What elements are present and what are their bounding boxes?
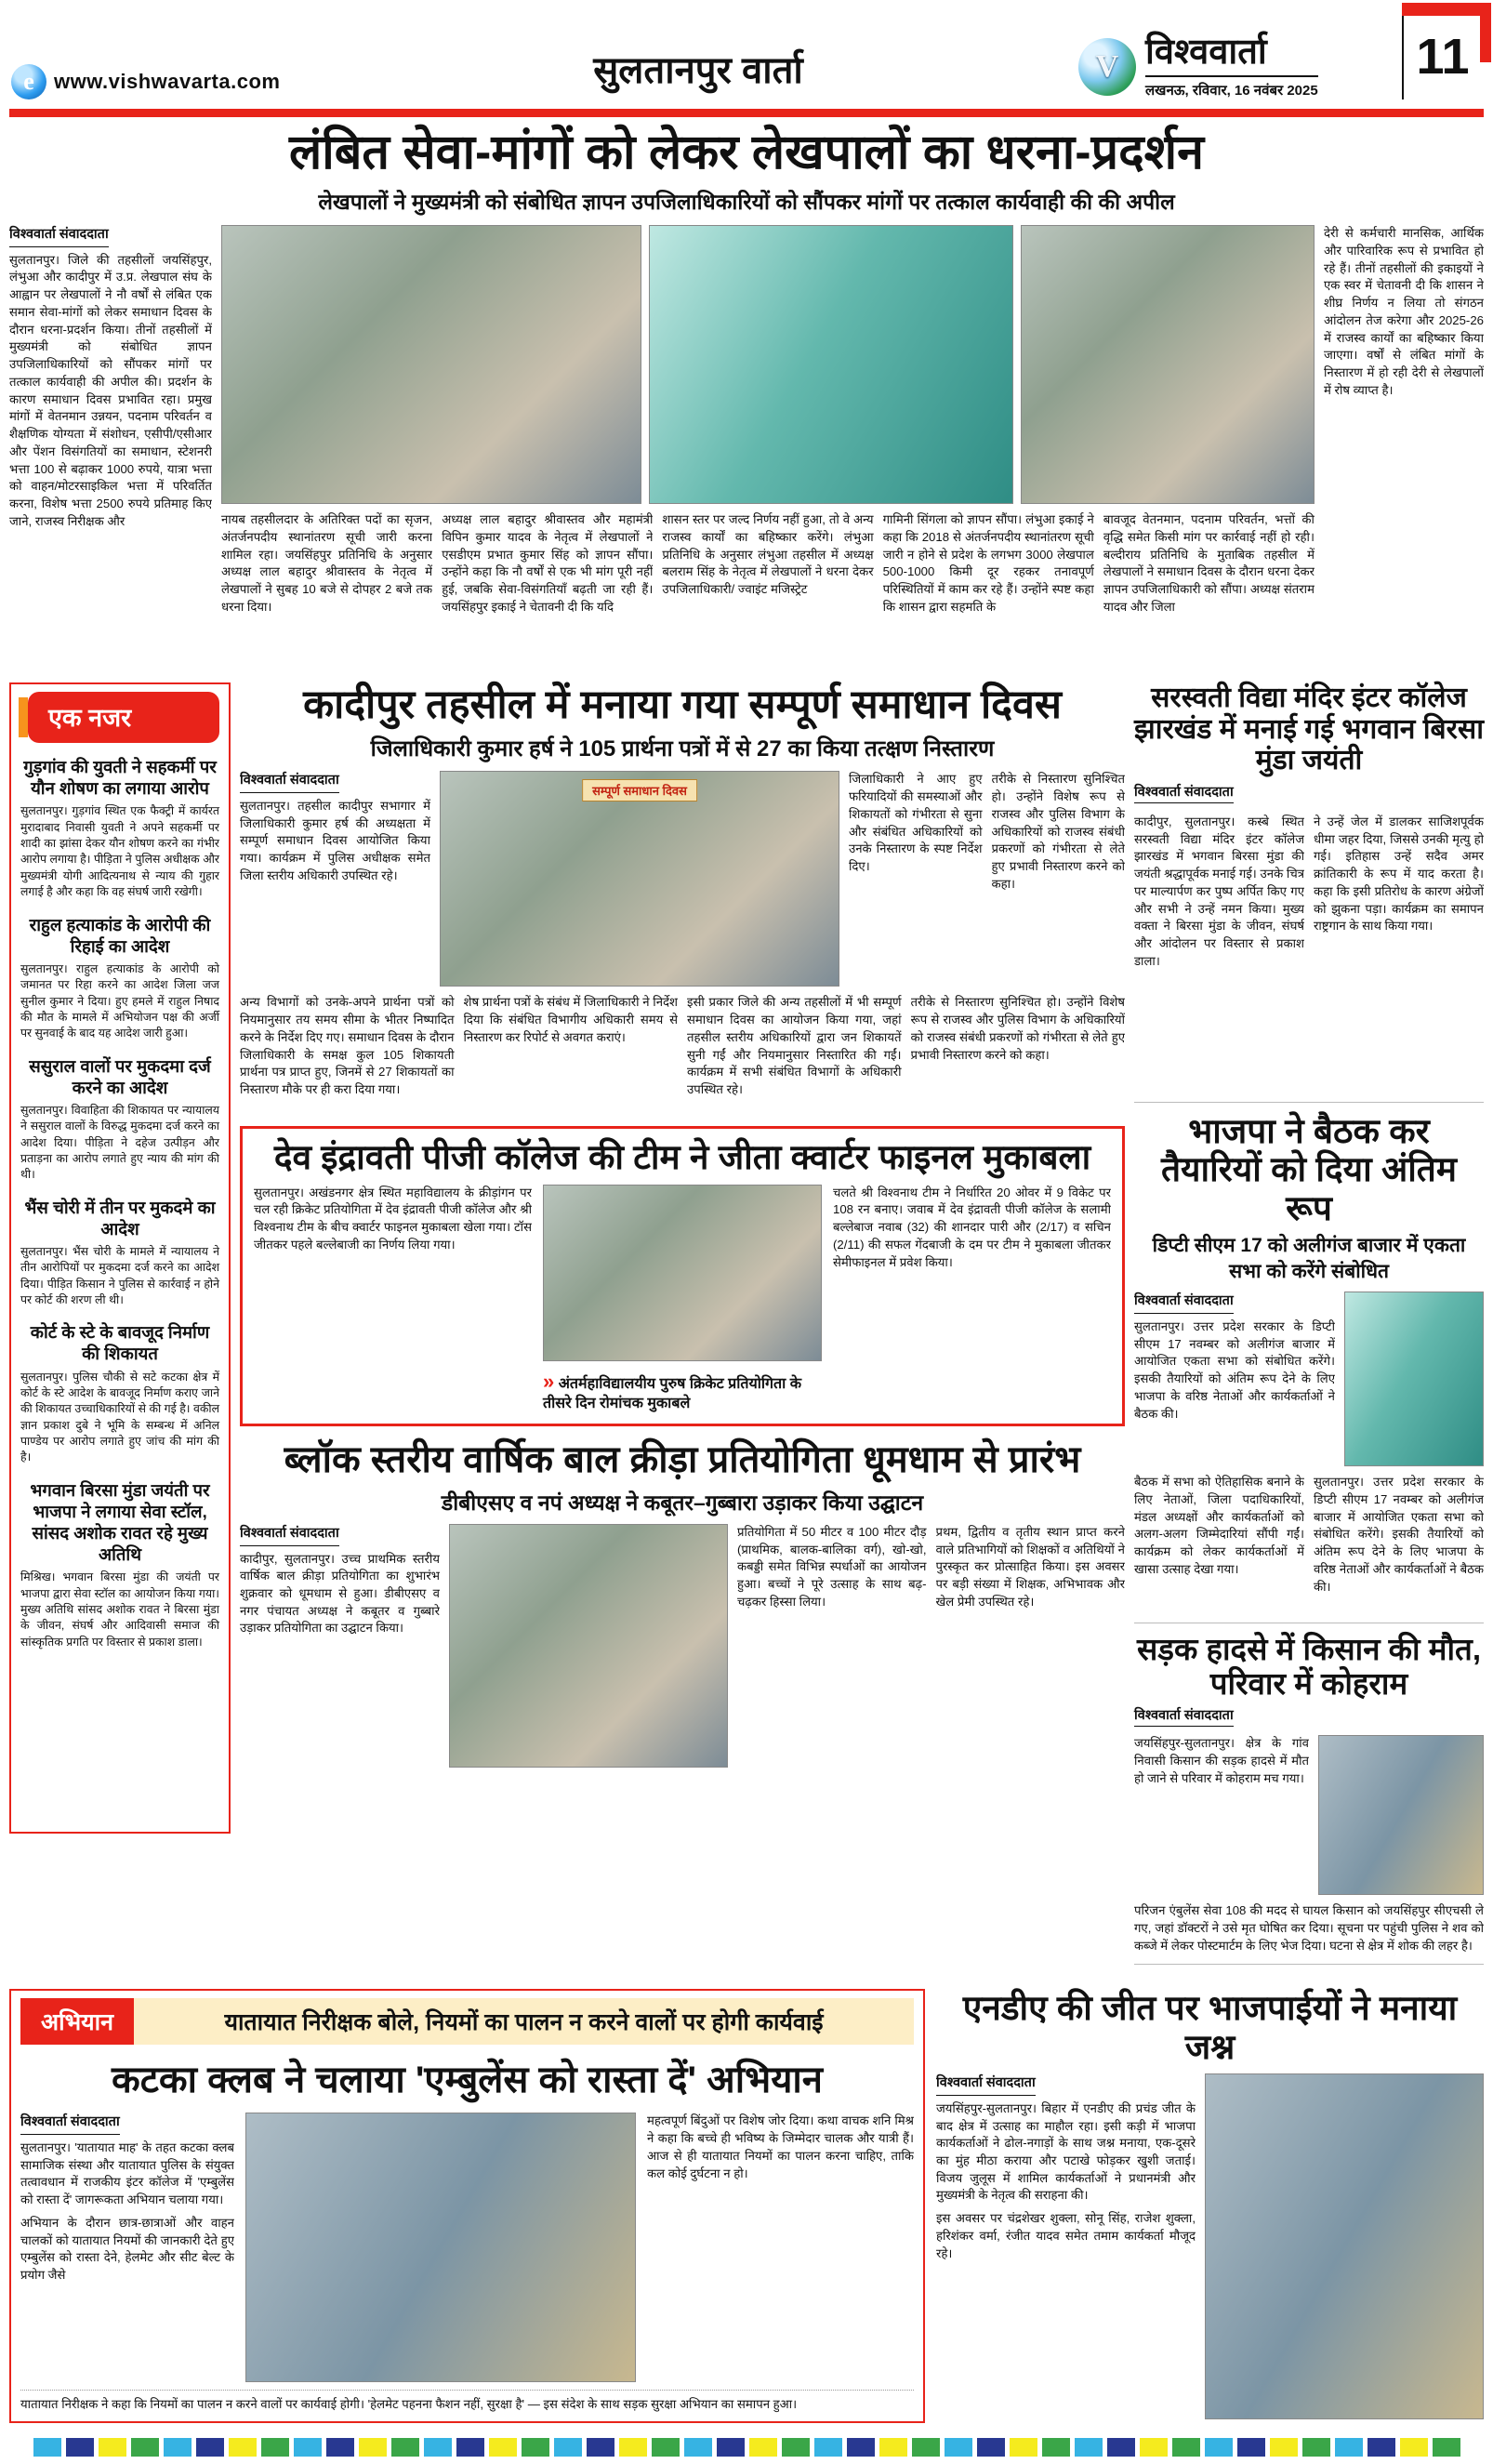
lead-body-right: देरी से कर्मचारी मानसिक, आर्थिक और पारिवारिक रूप से प्रभावित हो रहे हैं। तीनों तहसीलों की इकाइयों ने एक स्वर में चेतावनी दी कि शासन ने शीघ्र निर्णय न लिया तो संगठन आंदोलन तेज करेगा और 2025-26 में राजस्व कार्यों का बहिष्कार किया जाएगा। वर्षों से लंबित मांगों के निस्तारण में हो रही देरी से लेखपालों में रोष व्याप्त है। [1324,226,1484,397]
website-block [11,64,318,99]
color-cell [294,2438,322,2457]
color-cell [814,2438,842,2457]
article-footer-line: यातायात निरीक्षक ने कहा कि नियमों का पालन न करने वालों पर कार्यवाई होगी। 'हेलमेट पहनना फैशन नहीं, सुरक्षा है' — इस संदेश के साथ सड़क सुरक्षा अभियान का समापन हुआ। [20,2390,914,2413]
lead-headline: लंबित सेवा-मांगों को लेकर लेखपालों का धरना-प्रदर्शन [289,126,1204,179]
article-headline: सड़क हादसे में किसान की मौत, परिवार में कोहराम [1137,1632,1481,1702]
edition-line: लखनऊ, रविवार, 16 नवंबर 2025 [1145,75,1318,99]
color-cell [229,2438,257,2457]
color-cell [1205,2438,1233,2457]
color-cell [326,2438,354,2457]
brief-headline: भगवान बिरसा मुंडा जयंती पर भाजपा ने लगाया सेवा स्टॉल, सांसद अशोक रावत रहे मुख्य अतिथि [30,1479,210,1565]
article-byline: विश्ववार्ता संवाददाता [240,1524,339,1546]
brief-headline: कोर्ट के स्टे के बावजूद निर्माण की शिकायत [30,1322,210,1364]
article-byline: विश्ववार्ता संवाददाता [1134,1292,1234,1314]
pull-quote: » अंतर्महाविद्यालयीय पुरुष क्रिकेट प्रतियोगिता के तीसरे दिन रोमांचक मुकाबले [543,1369,802,1412]
brief-body: मिश्रिख। भगवान बिरसा मुंडा की जयंती पर भाजपा द्वारा सेवा स्टॉल का आयोजन किया गया। मुख्य अतिथि सांसद अशोक रावत ने बिरसा मुंडा के जीवन, संघर्ष और आदिवासी समाज की सांस्कृतिक प्रगति पर विस्तार से प्रकाश डाला। [20,1570,219,1649]
color-cell [1433,2438,1460,2457]
strip-headline: यातायात निरीक्षक बोले, नियमों का पालन न करने वालों पर होगी कार्यवाई [134,1998,914,2045]
brief-headline: भैंस चोरी में तीन पर मुकदमे का आदेश [24,1197,216,1239]
color-cell [1107,2438,1135,2457]
color-cell [1172,2438,1200,2457]
color-cell [489,2438,517,2457]
color-cell [945,2438,972,2457]
photo-lekhpal-protest-1 [221,225,641,504]
lead-subheadline: लेखपालों ने मुख्यमंत्री को संबोधित ज्ञापन उपजिलाधिकारियों को सौंपकर मांगों पर तत्काल कार्यवाही की की अपील [318,190,1175,215]
article-body-col: प्रथम, द्वितीय व तृतीय स्थान प्राप्त करने वाले प्रतिभागियों को शिक्षकों व अतिथियों ने पुरस्कृत कर प्रोत्साहित किया। इस अवसर पर बड़ी संख्या में शिक्षक, अभिभावक और खेल प्रेमी उपस्थित रहे। [935,1524,1125,1609]
color-cell [1140,2438,1168,2457]
brief-item [20,756,219,900]
brief-item [20,1479,219,1650]
article-subheadline: डिप्टी सीएम 17 को अलीगंज बाजार में एकता सभा को करेंगे संबोधित [1152,1235,1466,1283]
article-katka-club-campaign [9,1989,925,2422]
color-cell [782,2438,810,2457]
color-cell [652,2438,680,2457]
article-headline: देव इंद्रावती पीजी कॉलेज की टीम ने जीता क्वार्टर फाइनल मुकाबला [273,1138,1091,1177]
article-dev-indravati-cricket [240,1126,1125,1426]
brief-headline: ससुराल वालों पर मुकदमा दर्ज करने का आदेश [29,1055,211,1097]
article-body-col: कादीपुर, सुलतानपुर। उच्च प्राथमिक स्तरीय वार्षिक बाल क्रीड़ा प्रतियोगिता का शुभारंभ शुक्रवार को धूमधाम से हुआ। डीबीएसए व नगर पंचायत अध्यक्ष ने कबूतर व गुब्बारे उड़ाकर प्रतियोगिता का उद्घाटन किया। [240,1551,440,1636]
article-birsa-munda-jayanti [1134,682,1484,1103]
color-cell [1367,2438,1395,2457]
article-subheadline: डीबीएसए व नपं अध्यक्ष ने कबूतर–गुब्बारा उड़ाकर किया उद्घाटन [441,1490,924,1515]
browser-e-icon: e [11,64,46,99]
photo-children-sports [449,1524,728,1768]
brief-body: सुलतानपुर। पुलिस चौकी से सटे कटका क्षेत्र में कोर्ट के स्टे आदेश के बावजूद निर्माण कराए जाने की शिकायत उच्चाधिकारियों से की गई है। वकील ज्ञान प्रकाश दुबे ने भूमि के सम्बन्ध में अनिल पाण्डेय पर आरोप लगाते हुए जांच की मांग की है। [20,1370,219,1464]
article-byline: विश्ववार्ता संवाददाता [936,2073,1036,2096]
photo-samadhan-diwas-meeting [440,771,839,987]
color-cell [456,2438,484,2457]
brief-headline: गुड़गांव की युवती ने सहकर्मी पर यौन शोषण का लगाया आरोप [23,757,217,799]
article-headline: एनडीए की जीत पर भाजपाईयों ने मनाया जश्न [962,1989,1458,2066]
article-bal-krida-pratiyogita [240,1439,1125,1768]
photo-traffic-awareness [245,2113,636,2382]
color-strip [9,2438,1484,2457]
brief-item [20,1197,219,1309]
photo-lekhpal-protest-2 [649,225,1013,504]
article-body-col: महत्वपूर्ण बिंदुओं पर विशेष जोर दिया। कथा वाचक शनि मिश्र ने कहा कि बच्चे ही भविष्य के जिम्मेदार चालक और यात्री हैं। आज से ही यातायात नियमों का पालन करना चाहिए, ताकि कल कोई दुर्घटना न हो। [647,2113,914,2180]
article-body-col: शेष प्रार्थना पत्रों के संबंध में जिलाधिकारी ने निर्देश दिया कि संबंधित विभागीय अधिकारी समय से निस्तारण कर रिपोर्ट से अवगत कराएं। [463,995,678,1044]
photo-banner-text: सम्पूर्ण समाधान दिवस [582,779,697,801]
brief-body: सुलतानपुर। राहुल हत्याकांड के आरोपी को जमानत पर रिहा करने का आदेश जिला जज सुनील कुमार ने दिया। हुए हमले में राहुल निषाद की मौत के मामले में अभियोजन पक्ष की अर्जी पर सुनवाई के बाद यह आदेश जारी हुआ। [20,961,219,1040]
lead-body-columns [221,511,1315,668]
article-body-col: ने उन्हें जेल में डालकर साजिशपूर्वक धीमा जहर दिया, जिससे उनकी मृत्यु हो गई। इतिहास उन्हें सदैव अमर क्रांतिकारी के रूप में याद करता है। कहा कि इसी प्रतिरोध के कारण अंग्रेजों को झुकना पड़ा। कार्यक्रम का समापन राष्ट्रगान के साथ किया गया। [1314,814,1484,934]
section-title: सुलतानपुर वार्ता [593,50,803,91]
lead-body-col: शासन स्तर पर जल्द निर्णय नहीं हुआ, तो वे अन्य राजस्व कार्यों का बहिष्कार करेंगे। लंभुआ प्रतिनिधि के अनुसार लंभुआ तहसील में अध्यक्ष बलराम सिंह के नेतृत्व में लेखपालों ने धरना देकर उपजिलाधिकारी/ ज्वाइंट मजिस्ट्रेट [662,512,874,597]
article-body-col: इस अवसर पर चंद्रशेखर शुक्ला, सोनू सिंह, राजेश शुक्ला, हरिशंकर वर्मा, रंजीत यादव समेत तमाम कार्यकर्ता मौजूद रहे। [936,2211,1196,2260]
kicker-label: अभियान [20,1998,134,2045]
article-byline: विश्ववार्ता संवाददाता [1134,782,1234,803]
article-headline: ब्लॉक स्तरीय वार्षिक बाल क्रीड़ा प्रतियोगिता धूमधाम से प्रारंभ [284,1439,1081,1481]
website-url: www.vishwavarta.com [54,70,281,93]
color-cell [164,2438,192,2457]
lead-body-col: गामिनी सिंगला को ज्ञापन सौंपा। लंभुआ इकाई ने कहा कि 2018 से अंतर्जनपदीय स्थानांतरण सूची जारी न होने से प्रदेश के लगभग 3000 लेखपाल 500-1000 किमी दूर रहकर तनावपूर्ण परिस्थितियों में काम कर रहे हैं। उन्होंने स्पष्ट कहा कि शासन द्वारा सहमति के [882,512,1094,614]
lead-photo-row [221,225,1315,504]
globe-logo-icon: V [1078,38,1136,96]
article-body-col: अभियान के दौरान छात्र-छात्राओं और वाहन चालकों को यातायात नियमों की जानकारी देते हुए एम्बुलेंस को रास्ता देने, हेलमेट और सीट बेल्ट के प्रयोग जैसे [20,2215,234,2283]
briefs-title: एक नजर [28,692,219,743]
color-cell [587,2438,614,2457]
color-cell [1237,2438,1265,2457]
color-cell [424,2438,452,2457]
article-kadipur-samadhan-diwas [240,682,1125,1113]
brief-item [20,1321,219,1465]
color-cell [847,2438,875,2457]
brief-body: सुलतानपुर। विवाहिता की शिकायत पर न्यायालय ने ससुराल वालों के विरुद्ध मुकदमा दर्ज करने का आदेश दिया। पीड़िता ने दहेज उत्पीड़न और प्रताड़ना का आरोप लगाते हुए न्याय की मांग की थी। [20,1103,219,1182]
photo-cricket-match [543,1185,822,1361]
color-cell [66,2438,94,2457]
color-cell [359,2438,387,2457]
article-headline: कादीपुर तहसील में मनाया गया सम्पूर्ण समाधान दिवस [303,682,1062,728]
pull-quote-arrow-icon: » [543,1369,555,1393]
brief-body: सुलतानपुर। भैंस चोरी के मामले में न्यायालय ने तीन आरोपियों पर मुकदमा दर्ज करने का आदेश दिया। पीड़ित किसान ने पुलिस से कार्रवाई न होने पर कोर्ट की शरण ली थी। [20,1244,219,1306]
photo-accident-scene [1318,1735,1484,1895]
article-subheadline: जिलाधिकारी कुमार हर्ष ने 105 प्रार्थना पत्रों में से 27 का किया तत्क्षण निस्तारण [370,736,995,762]
color-cell [391,2438,419,2457]
article-body-col: तरीके से निस्तारण सुनिश्चित हो। उन्होंने विशेष रूप से राजस्व और पुलिस विभाग के अधिकारियों को राजस्व संबंधी प्रकरणों को गंभीरता से लेते हुए प्रभावी निस्तारण करने को कहा। [910,995,1125,1062]
brand-name: विश्ववार्ता [1145,33,1267,72]
article-nda-victory-celebration [936,1989,1484,2422]
brief-item [20,1055,219,1184]
article-body-col: सुलतानपुर। 'यातायात माह' के तहत कटका क्लब सामाजिक संस्था और यातायात पुलिस के संयुक्त तत्वावधान में राजकीय इंटर कॉलेज में 'एम्बुलेंस को रास्ता दें' जागरूकता अभियान चलाया गया। [20,2139,234,2207]
brief-body: सुलतानपुर। गुड़गांव स्थित एक फैक्ट्री में कार्यरत मुरादाबाद निवासी युवती ने अपने सहकर्मी पर शादी का झांसा देकर यौन शोषण करने का गंभीर आरोप लगाया है। पीड़िता ने पुलिस अधीक्षक और मुख्यमंत्री योगी आदित्यनाथ से न्याय की गुहार लगाई है और कहा कि वह संघर्ष जारी रखेगी। [20,804,219,899]
color-cell [1302,2438,1330,2457]
briefs-rail [9,682,231,1834]
photo-bjp-meeting [1344,1292,1484,1466]
article-body-col: सुलतानपुर। अखंडनगर क्षेत्र स्थित महाविद्यालय के क्रीड़ांगन पर चल रही क्रिकेट प्रतियोगिता में देव इंद्रावती पीजी कॉलेज और श्री विश्वनाथ टीम के बीच क्वार्टर फाइनल मुकाबला खेला गया। टॉस जीतकर पहले बल्लेबाजी का निर्णय लिया गया। [254,1185,532,1252]
color-cell [912,2438,940,2457]
color-cell [554,2438,582,2457]
brand-block [1078,34,1385,99]
article-headline: भाजपा ने बैठक कर तैयारियों को दिया अंतिम रूप [1160,1111,1458,1227]
brief-item [20,914,219,1042]
color-cell [1335,2438,1363,2457]
page-number: 11 [1402,14,1482,99]
article-byline: विश्ववार्ता संवाददाता [1134,1705,1234,1727]
color-cell [717,2438,745,2457]
color-cell [131,2438,159,2457]
article-body-col: जयसिंहपुर-सुलतानपुर। क्षेत्र के गांव निवासी किसान की सड़क हादसे में मौत हो जाने से परिवार में कोहराम मच गया। [1134,1736,1309,1785]
lead-body-left: सुलतानपुर। जिले की तहसीलों जयसिंहपुर, लंभुआ और कादीपुर में उ.प्र. लेखपाल संघ के आह्वान पर लेखपालों ने नौ वर्षों से लंबित एक समान सेवा-मांगों को लेकर समाधान दिवस के दौरान धरना-प्रदर्शन किया। तीनों तहसीलों में मुख्यमंत्री को संबोधित ज्ञापन उपजिलाधिकारियों को सौंपकर मांगों पर तत्काल कार्यवाही की अपील की। प्रदर्शन के कारण समाधान दिवस प्रभावित रहा। प्रमुख मांगों में वेतनमान उन्नयन, पदनाम परिवर्तन व शैक्षणिक योग्यता में संशोधन, एसीपी/एसीआर और पेंशन विसंगतियों का समाधान, स्टेशनरी भत्ता 100 से बढ़ाकर 1000 रुपये, यात्रा भत्ता को वाहन/मोटरसाइकिल भत्ता में परिवर्तित करना, विशेष भत्ता 2500 रुपये प्रतिमाह किए जाने, राजस्व निरीक्षक और [9,252,212,528]
color-cell [1270,2438,1298,2457]
article-byline: विश्ववार्ता संवाददाता [20,2113,120,2135]
color-cell [196,2438,224,2457]
article-body-col: जयसिंहपुर-सुलतानपुर। बिहार में एनडीए की प्रचंड जीत के बाद क्षेत्र में उत्साह का माहौल रहा। इसी कड़ी में भाजपा कार्यकर्ताओं ने ढोल-नगाड़ों के साथ जश्न मनाया, एक-दूसरे का मुंह मीठा कराया और पटाखे फोड़कर खुशी जताई। विजय जुलूस में शामिल कार्यकर्ताओं ने प्रधानमंत्री और मुख्यमंत्री के नेतृत्व की सराहना की। [936,2100,1196,2203]
article-body-col: इसी प्रकार जिले की अन्य तहसीलों में भी सम्पूर्ण समाधान दिवस का आयोजन किया गया, जहां तहसील स्तरीय अधिकारियों द्वारा जन शिकायतें सुनी गईं और नियमानुसार निस्तारित की गईं। कार्यक्रम में सभी संबंधित विभागों के अधिकारी उपस्थित रहे। [687,995,902,1096]
article-headline: कटका क्लब ने चलाया 'एम्बुलेंस को रास्ता दें' अभियान [112,2060,823,2101]
color-cell [749,2438,777,2457]
brief-headline: राहुल हत्याकांड के आरोपी की रिहाई का आदेश [29,914,211,956]
color-cell [261,2438,289,2457]
lead-byline: विश्ववार्ता संवाददाता [9,225,109,247]
lead-body-col: बावजूद वेतनमान, पदनाम परिवर्तन, भत्तों की वृद्धि समेत किसी मांग पर कार्रवाई नहीं हो रही। बल्दीराय प्रतिनिधि के मुताबिक तहसील में लेखपालों ने समाधान दिवस के दौरान धरना देकर ज्ञापन उपजिलाधिकारी को सौंपा। अध्यक्ष संतराम यादव और जिला [1103,512,1315,614]
color-cell [99,2438,126,2457]
article-road-accident [1134,1633,1484,1965]
article-body-col: अन्य विभागों को उनके-अपने प्रार्थना पत्रों को नियमानुसार तय समय सीमा के भीतर निष्पादित करने के निर्देश दिए गए। समाधान दिवस के दौरान जिलाधिकारी के समक्ष कुल 105 शिकायती प्रार्थना पत्र प्राप्त हुए, जिनमें से 27 शिकायतों का निस्तारण मौके पर ही करा दिया गया। [240,995,455,1096]
article-body-col: जिलाधिकारी ने आए हुए फरियादियों की समस्याओं और शिकायतों को गंभीरता से सुना और संबंधित अधिकारियों को उनके निस्तारण के स्पष्ट निर्देश दिए। [849,772,983,873]
color-cell [522,2438,549,2457]
masthead [9,6,1484,117]
article-byline: विश्ववार्ता संवाददाता [240,771,339,793]
color-cell [619,2438,647,2457]
article-body-col: कादीपुर, सुलतानपुर। कस्बे स्थित सरस्वती विद्या मंदिर इंटर कॉलेज झारखंड में भगवान बिरसा मुंडा की जयंती श्रद्धापूर्वक मनाई गई। उनके चित्र पर माल्यार्पण कर पुष्प अर्पित किए गए और सभी ने उन्हें नमन किया। मुख्य वक्ता ने बिरसा मुंडा के जीवन, संघर्ष और आंदोलन पर विस्तार से प्रकाश डाला। [1134,814,1304,968]
color-cell [1400,2438,1428,2457]
color-cell [879,2438,907,2457]
color-cell [977,2438,1005,2457]
article-bjp-meeting [1134,1112,1484,1623]
color-cell [33,2438,61,2457]
article-body-col: प्रतियोगिता में 50 मीटर व 100 मीटर दौड़ (प्राथमिक, बालक-बालिका वर्ग), खो-खो, कबड्डी समेत विभिन्न स्पर्धाओं का आयोजन हुआ। बच्चों ने पूरे उत्साह के साथ बढ़-चढ़कर हिस्सा लिया। [737,1524,927,1609]
lead-story [9,126,1484,669]
lead-body-col: अध्यक्ष लाल बहादुर श्रीवास्तव और महामंत्री विपिन कुमार यादव के नेतृत्व में लेखपालों ने एसडीएम प्रभात कुमार सिंह को ज्ञापन सौंपा। उन्होंने कहा कि नौ वर्षों से एक भी मांग पूरी नहीं हुई, जबकि सेवा-विसंगतियाँ बढ़ती जा रही हैं। जयसिंहपुर इकाई ने चेतावनी दी कि यदि [442,512,654,614]
article-body-col: सुलतानपुर। तहसील कादीपुर सभागार में जिलाधिकारी कुमार हर्ष की अध्यक्षता में सम्पूर्ण समाधान दिवस आयोजित किया गया। कार्यक्रम में पुलिस अधीक्षक समेत जिला स्तरीय अधिकारी उपस्थित रहे। [240,798,430,882]
article-headline: सरस्वती विद्या मंदिर इंटर कॉलेज झारखंड में मनाई गई भगवान बिरसा मुंडा जयंती [1134,682,1484,776]
photo-victory-procession [1205,2073,1484,2419]
color-cell [1075,2438,1103,2457]
article-body-col: सुलतानपुर। उत्तर प्रदेश सरकार के डिप्टी सीएम 17 नवम्बर को अलीगंज बाजार में आयोजित एकता सभा को संबोधित करेंगे। इसकी तैयारियों को अंतिम रूप देने के लिए भाजपा के वरिष्ठ नेताओं और कार्यकर्ताओं ने बैठक की। [1134,1318,1335,1421]
color-cell [684,2438,712,2457]
article-body-col: सुलतानपुर। उत्तर प्रदेश सरकार के डिप्टी सीएम 17 नवम्बर को अलीगंज बाजार में आयोजित एकता सभा को संबोधित करेंगे। इसकी तैयारियों को अंतिम रूप देने के लिए भाजपा के वरिष्ठ नेताओं और कार्यकर्ताओं ने बैठक की। [1314,1475,1484,1594]
photo-memorandum-handover [1021,225,1315,504]
color-cell [1010,2438,1037,2457]
article-body-col: तरीके से निस्तारण सुनिश्चित हो। उन्होंने विशेष रूप से राजस्व और पुलिस विभाग के अधिकारियों को राजस्व संबंधी प्रकरणों को गंभीरता से लेते हुए प्रभावी निस्तारण करने को कहा। [991,772,1125,891]
article-body-col: परिजन एंबुलेंस सेवा 108 की मदद से घायल किसान को जयसिंहपुर सीएचसी ले गए, जहां डॉक्टरों ने उसे मृत घोषित कर दिया। सूचना पर पहुंची पुलिस ने शव को कब्जे में लेकर पोस्टमार्टम के लिए भेज दिया। घटना से क्षेत्र में शोक की लहर है। [1134,1903,1484,1953]
color-cell [1042,2438,1070,2457]
lead-body-col: नायब तहसीलदार के अतिरिक्त पदों का सृजन, अंतर्जनपदीय स्थानांतरण सूची जारी करना शामिल रहा। जयसिंहपुर प्रतिनिधि के अनुसार अध्यक्ष लाल बहादुर श्रीवास्तव के नेतृत्व में लेखपालों ने सुबह 10 बजे से दोपहर 2 बजे तक धरना दिया। [221,512,433,614]
article-body-col: बैठक में सभा को ऐतिहासिक बनाने के लिए नेताओं, जिला पदाधिकारियों, मंडल अध्यक्षों और कार्यकर्ताओं को अलग-अलग जिम्मेदारियां सौंपी गईं। कार्यक्रम को लेकर कार्यकर्ताओं में खासा उत्साह देखा गया। [1134,1475,1304,1576]
article-body-col: चलते श्री विश्वनाथ टीम ने निर्धारित 20 ओवर में 9 विकेट पर 108 रन बनाए। जवाब में देव इंद्रावती पीजी कॉलेज के सलामी बल्लेबाज नवाब (32) की शानदार पारी और (2/17) व सचिन (2/11) की सफल गेंदबाजी के दम पर टीम ने मुकाबला जीतकर सेमीफाइनल में प्रवेश किया। [833,1185,1111,1269]
